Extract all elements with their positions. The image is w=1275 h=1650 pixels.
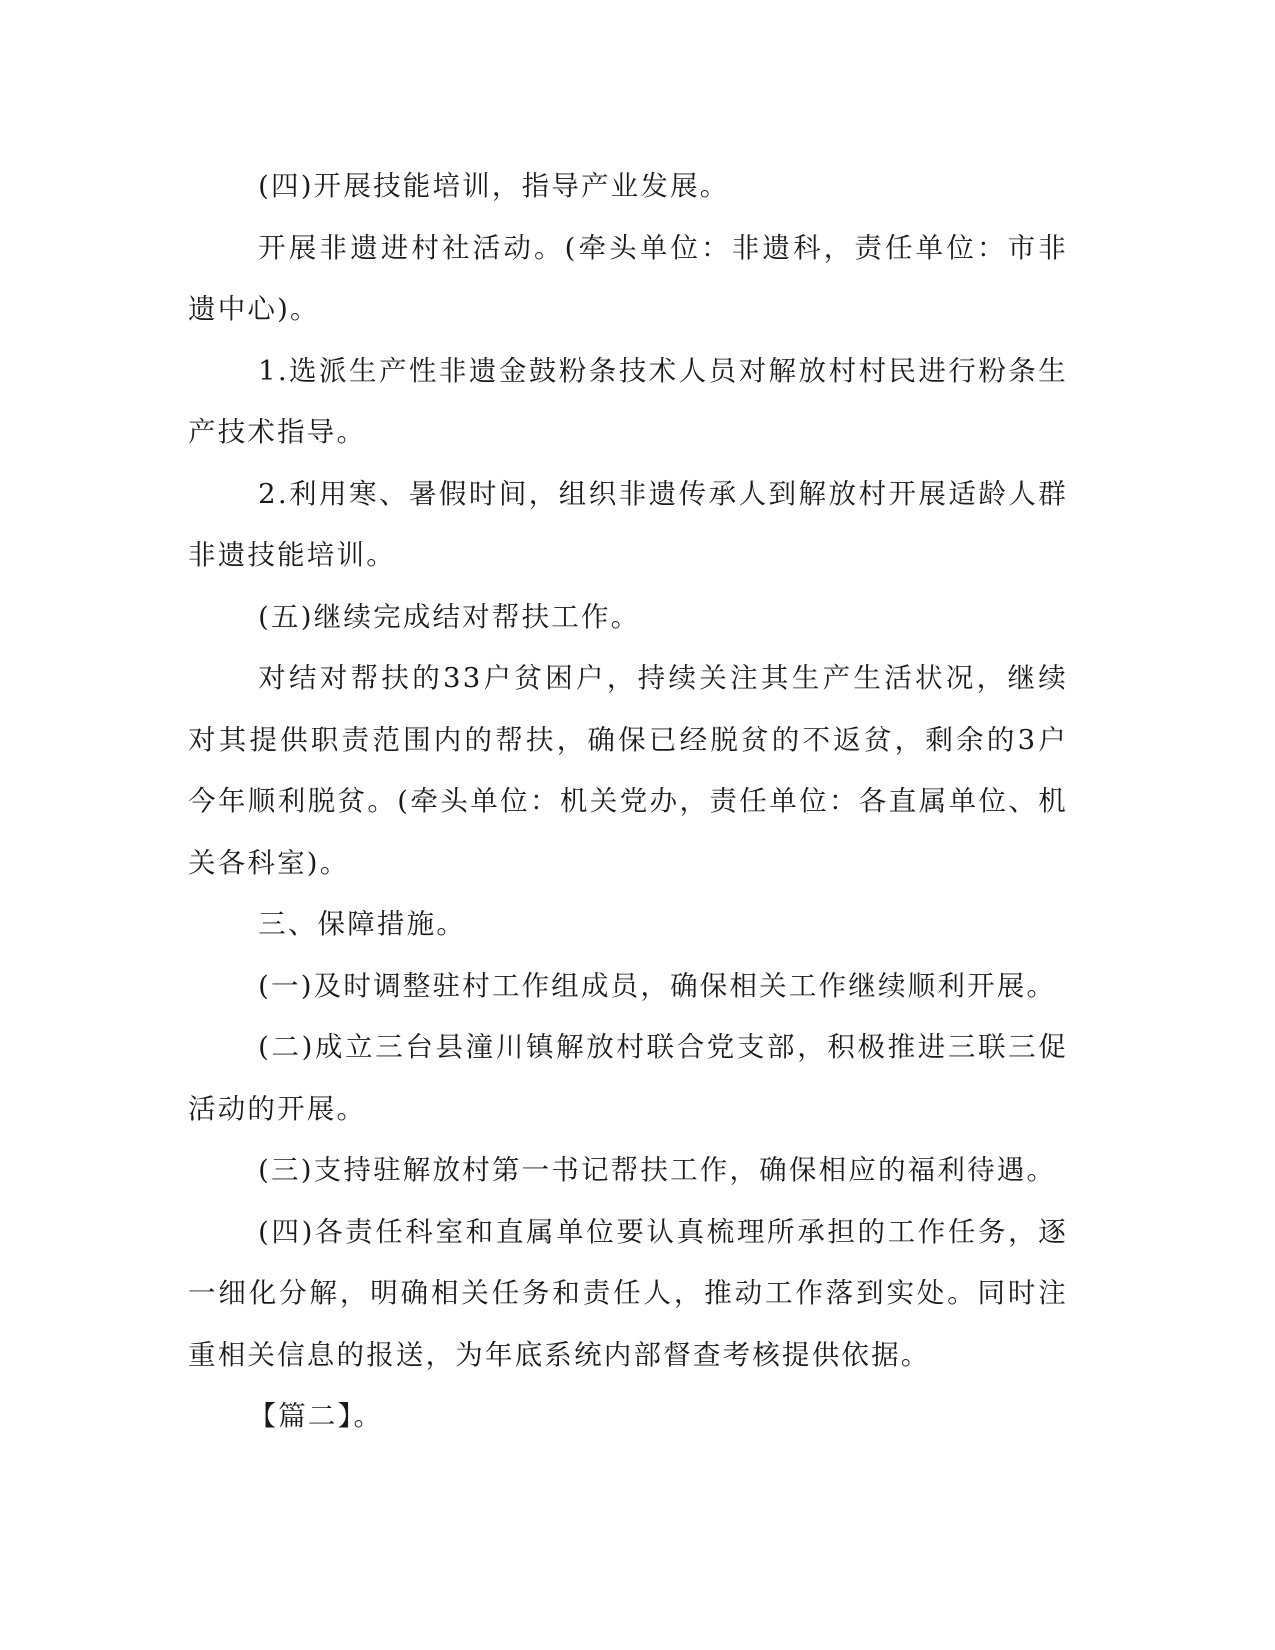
paragraph-section-4-heading: (四)开展技能培训，指导产业发展。 xyxy=(258,170,730,202)
paragraph-safeguards-heading: 三、保障措施。 xyxy=(258,908,467,940)
paragraph-section-5-heading: (五)继续完成结对帮扶工作。 xyxy=(258,600,641,633)
paragraph-safeguard-1: (一)及时调整驻村工作组成员，确保相关工作继续顺利开展。 xyxy=(258,969,1057,1002)
paragraph-safeguard-3: (三)支持驻解放村第一书记帮扶工作，确保相应的福利待遇。 xyxy=(258,1154,1057,1186)
paragraph-heritage-activity: 开展非遗进村社活动。(牵头单位：非遗科，责任单位：市非遗中心)。 xyxy=(188,231,1068,325)
paragraph-pairing-assistance: 对结对帮扶的33户贫困户，持续关注其生产生活状况，继续对其提供职责范围内的帮扶，确保已经脱贫的不返贫，剩余的3户今年顺利脱贫。(牵头单位：机关党办，责任单位：各直属单位、机关各科室)。 xyxy=(188,662,1068,879)
paragraph-safeguard-2: (二)成立三台县潼川镇解放村联合党支部，积极推进三联三促活动的开展。 xyxy=(188,1031,1068,1125)
paragraph-item-1: 1.选派生产性非遗金鼓粉条技术人员对解放村村民进行粉条生产技术指导。 xyxy=(188,354,1068,448)
chapter-heading: 【篇二】。 xyxy=(248,1400,384,1432)
paragraph-safeguard-4: (四)各责任科室和直属单位要认真梳理所承担的工作任务，逐一细化分解，明确相关任务和责任人，推动工作落到实处。同时注重相关信息的报送，为年底系统内部督查考核提供依据。 xyxy=(188,1215,1068,1371)
paragraph-item-2: 2.利用寒、暑假时间，组织非遗传承人到解放村开展适龄人群非遗技能培训。 xyxy=(188,477,1068,571)
document-body xyxy=(188,156,1068,1448)
